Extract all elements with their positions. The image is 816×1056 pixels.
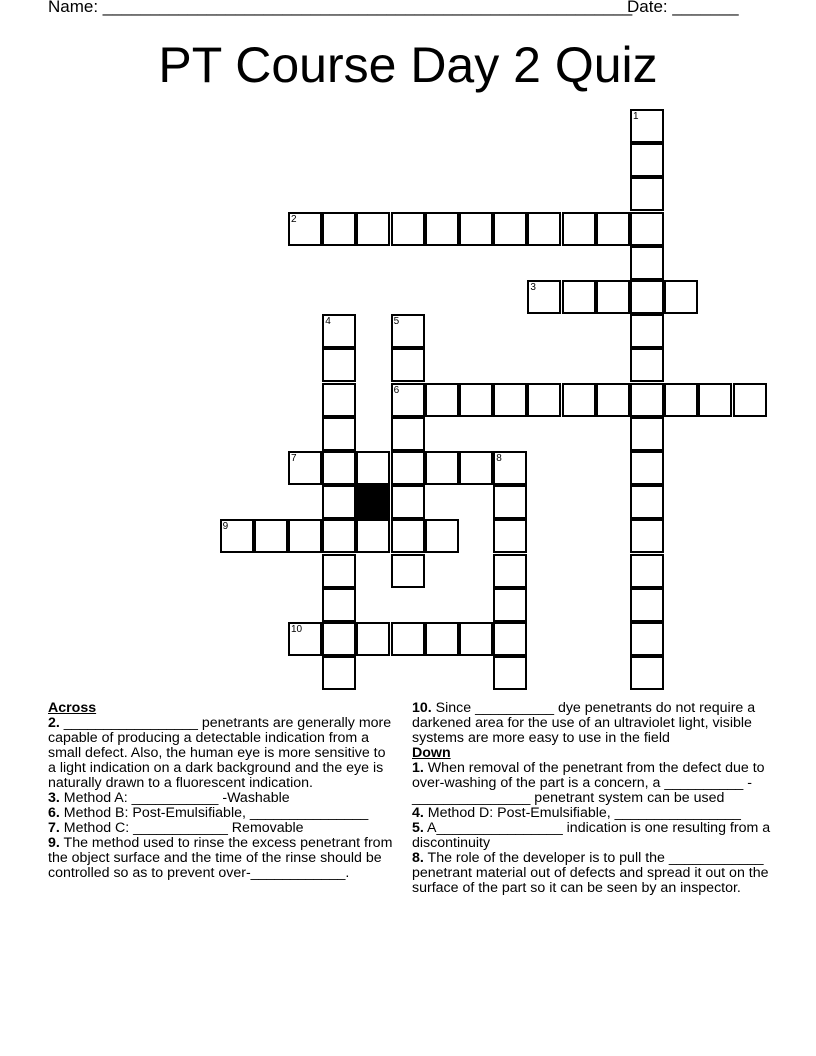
grid-cell[interactable] bbox=[322, 485, 356, 519]
grid-cell[interactable] bbox=[322, 212, 356, 246]
grid-cell[interactable] bbox=[630, 177, 664, 211]
cell-number: 5 bbox=[393, 316, 400, 328]
grid-cell[interactable] bbox=[698, 383, 732, 417]
clues-column-left bbox=[48, 701, 393, 881]
grid-cell[interactable] bbox=[596, 280, 630, 314]
clue-down-8 bbox=[412, 851, 772, 896]
grid-cell[interactable] bbox=[630, 314, 664, 348]
grid-cell[interactable] bbox=[630, 588, 664, 622]
grid-cell[interactable] bbox=[493, 212, 527, 246]
clue-text: Method A: ___________ -Washable bbox=[59, 790, 290, 806]
grid-cell[interactable] bbox=[356, 212, 390, 246]
grid-cell[interactable] bbox=[322, 417, 356, 451]
grid-cell[interactable] bbox=[322, 554, 356, 588]
grid-cell[interactable] bbox=[391, 622, 425, 656]
grid-cell[interactable] bbox=[493, 485, 527, 519]
grid-cell[interactable] bbox=[322, 348, 356, 382]
clue-text: Method D: Post-Emulsifiable, ________________ bbox=[423, 805, 741, 821]
grid-cell[interactable] bbox=[459, 622, 493, 656]
clue-across-3 bbox=[48, 791, 393, 806]
grid-cell[interactable] bbox=[630, 246, 664, 280]
clue-text: A________________ indication is one resulting from a discontinuity bbox=[412, 820, 771, 851]
grid-cell[interactable] bbox=[425, 383, 459, 417]
clue-number: 3. bbox=[48, 790, 60, 806]
grid-cell[interactable] bbox=[356, 451, 390, 485]
cell-number: 3 bbox=[530, 282, 536, 293]
clue-across-9 bbox=[48, 836, 393, 881]
clue-text: _________________ penetrants are generally more capable of producing a detectable indication from a small defect. Also, the human eye is more sensitive to a light indication on a dark background and the eye is naturally drawn to a fluorescent indication. bbox=[48, 715, 392, 791]
grid-cell[interactable] bbox=[391, 485, 425, 519]
grid-cell[interactable] bbox=[459, 451, 493, 485]
clue-text: Method C: ____________ Removable bbox=[59, 820, 304, 836]
clue-number: 5. bbox=[412, 820, 424, 836]
grid-cell[interactable] bbox=[391, 212, 425, 246]
grid-cell[interactable] bbox=[288, 451, 322, 485]
grid-cell[interactable] bbox=[425, 519, 459, 553]
grid-cell[interactable] bbox=[493, 519, 527, 553]
grid-cell[interactable] bbox=[630, 485, 664, 519]
grid-cell[interactable] bbox=[630, 451, 664, 485]
grid-cell[interactable] bbox=[562, 212, 596, 246]
cell-number: 2 bbox=[291, 213, 297, 225]
clue-across-2 bbox=[48, 716, 393, 791]
grid-cell[interactable] bbox=[630, 348, 664, 382]
grid-cell[interactable] bbox=[322, 588, 356, 622]
grid-cell[interactable] bbox=[664, 383, 698, 417]
clue-across-7 bbox=[48, 821, 393, 836]
grid-cell[interactable] bbox=[493, 656, 527, 690]
grid-cell[interactable] bbox=[630, 519, 664, 553]
down-heading: Down bbox=[412, 745, 451, 761]
across-heading: Across bbox=[48, 700, 97, 716]
clue-number: 7. bbox=[48, 820, 60, 836]
grid-cell[interactable] bbox=[493, 554, 527, 588]
cell-number: 10 bbox=[291, 624, 303, 635]
grid-cell[interactable] bbox=[425, 622, 459, 656]
grid-cell[interactable] bbox=[220, 519, 254, 553]
grid-cell[interactable] bbox=[425, 451, 459, 485]
clue-number: 9. bbox=[48, 835, 60, 851]
grid-cell[interactable] bbox=[356, 519, 390, 553]
clue-text: Since __________ dye penetrants do not require a darkened area for the use of an ultraviolet light, visible systems are more easy to use in the field bbox=[412, 700, 756, 746]
grid-cell[interactable] bbox=[493, 622, 527, 656]
grid-cell[interactable] bbox=[288, 622, 322, 656]
clue-number: 4. bbox=[412, 805, 424, 821]
clue-number: 8. bbox=[412, 850, 424, 866]
clue-across-10 bbox=[412, 701, 772, 746]
clue-number: 10. bbox=[412, 700, 432, 716]
grid-cell[interactable] bbox=[630, 143, 664, 177]
grid-cell[interactable] bbox=[630, 417, 664, 451]
grid-cell[interactable] bbox=[356, 622, 390, 656]
clues-column-right bbox=[412, 701, 772, 896]
clue-text: Method B: Post-Emulsifiable, _______________ bbox=[59, 805, 369, 821]
grid-cell[interactable] bbox=[322, 622, 356, 656]
date-field-label: Date: _______ bbox=[627, 0, 739, 16]
clue-down-4 bbox=[412, 806, 772, 821]
grid-cell[interactable] bbox=[391, 519, 425, 553]
grid-cell[interactable] bbox=[630, 554, 664, 588]
clue-number: 6. bbox=[48, 805, 60, 821]
name-field-label: Name: ________________________________________________________ bbox=[48, 0, 633, 16]
grid-cell[interactable] bbox=[391, 451, 425, 485]
grid-cell[interactable] bbox=[391, 554, 425, 588]
page-title: PT Course Day 2 Quiz bbox=[158, 37, 658, 93]
grid-cell[interactable] bbox=[562, 280, 596, 314]
grid-cell[interactable] bbox=[630, 622, 664, 656]
grid-cell[interactable] bbox=[527, 280, 561, 314]
cell-number: 8 bbox=[496, 453, 502, 464]
cell-number: 6 bbox=[393, 384, 400, 396]
clue-down-5 bbox=[412, 821, 772, 851]
clue-down-1 bbox=[412, 761, 772, 806]
grid-cell[interactable] bbox=[254, 519, 288, 553]
clue-number: 2. bbox=[48, 715, 60, 731]
grid-cell[interactable] bbox=[527, 383, 561, 417]
grid-cell[interactable] bbox=[425, 212, 459, 246]
grid-cell[interactable] bbox=[391, 383, 425, 417]
grid-cell[interactable] bbox=[322, 451, 356, 485]
grid-cell[interactable] bbox=[630, 212, 664, 246]
grid-cell[interactable] bbox=[664, 280, 698, 314]
grid-cell[interactable] bbox=[630, 383, 664, 417]
grid-cell[interactable] bbox=[322, 656, 356, 690]
grid-cell[interactable] bbox=[459, 383, 493, 417]
grid-cell[interactable] bbox=[733, 383, 767, 417]
grid-cell[interactable] bbox=[493, 383, 527, 417]
grid-cell[interactable] bbox=[527, 212, 561, 246]
grid-cell[interactable] bbox=[493, 451, 527, 485]
clue-text: When removal of the penetrant from the defect due to over-washing of the part is a concern, a __________ - _______________ penetrant system can be used bbox=[412, 760, 765, 806]
grid-cell[interactable] bbox=[596, 212, 630, 246]
grid-cell[interactable] bbox=[459, 212, 493, 246]
cell-number: 7 bbox=[291, 453, 297, 464]
grid-cell[interactable] bbox=[322, 519, 356, 553]
grid-cell[interactable] bbox=[630, 280, 664, 314]
cell-number: 9 bbox=[222, 521, 229, 533]
grid-cell[interactable] bbox=[391, 417, 425, 451]
grid-cell[interactable] bbox=[288, 519, 322, 553]
grid-cell[interactable] bbox=[288, 212, 322, 246]
cell-number: 4 bbox=[325, 316, 331, 328]
clue-text: The method used to rinse the excess penetrant from the object surface and the time of the rinse should be controlled so as to prevent over-____________. bbox=[48, 835, 393, 881]
grid-cell[interactable] bbox=[322, 383, 356, 417]
clue-across-6 bbox=[48, 806, 393, 821]
grid-cell[interactable] bbox=[391, 314, 425, 348]
grid-cell[interactable] bbox=[630, 656, 664, 690]
cell-number: 1 bbox=[633, 111, 639, 122]
grid-cell[interactable] bbox=[596, 383, 630, 417]
clue-number: 1. bbox=[412, 760, 424, 776]
black-cell bbox=[356, 485, 390, 519]
grid-cell[interactable] bbox=[391, 348, 425, 382]
grid-cell[interactable] bbox=[562, 383, 596, 417]
grid-cell[interactable] bbox=[630, 109, 664, 143]
grid-cell[interactable] bbox=[493, 588, 527, 622]
clue-text: The role of the developer is to pull the ____________ penetrant material out of defects and spread it out on the surface of the part so it can be seen by an inspector. bbox=[412, 850, 769, 896]
grid-cell[interactable] bbox=[322, 314, 356, 348]
